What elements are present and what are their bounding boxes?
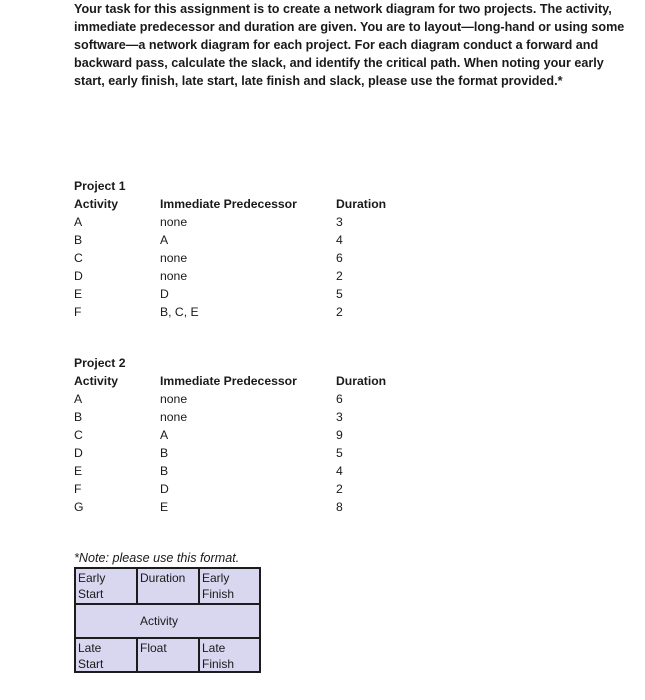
early-start-label-line2: Start — [78, 587, 104, 601]
table-row — [74, 303, 574, 321]
table-row — [74, 267, 574, 285]
activity-node-format — [74, 567, 261, 673]
duration-cell — [138, 569, 198, 586]
project-1-table — [74, 177, 574, 321]
activity-cell: A — [74, 215, 83, 229]
activity-cell: E — [74, 287, 83, 301]
duration-cell: 6 — [336, 251, 343, 265]
activity-cell: C — [74, 428, 83, 442]
activity-label: Activity — [140, 614, 179, 628]
table-row — [74, 426, 574, 444]
predecessor-cell: D — [160, 482, 169, 496]
table-row — [74, 444, 574, 462]
duration-cell: 6 — [336, 392, 343, 406]
project-2-table — [74, 354, 574, 516]
duration-cell: 3 — [336, 410, 343, 424]
predecessor-cell: B, C, E — [160, 305, 199, 319]
predecessor-cell: none — [160, 392, 188, 406]
predecessor-cell: none — [160, 269, 188, 283]
project-2-title: Project 2 — [74, 356, 126, 370]
duration-cell: 4 — [336, 464, 343, 478]
late-start-cell — [76, 639, 136, 672]
table-row — [74, 213, 574, 231]
table-row — [74, 231, 574, 249]
table-row — [74, 390, 574, 408]
late-finish-label-line2: Finish — [202, 657, 235, 671]
duration-header: Duration — [336, 374, 387, 388]
predecessor-header: Immediate Predecessor — [160, 374, 297, 388]
table-row — [74, 408, 574, 426]
early-finish-label-line2: Finish — [202, 587, 235, 601]
activity-cell: E — [74, 464, 83, 478]
activity-cell: B — [74, 410, 83, 424]
duration-cell: 4 — [336, 233, 343, 247]
early-start-cell — [76, 569, 136, 602]
activity-cell: B — [74, 233, 83, 247]
predecessor-header: Immediate Predecessor — [160, 197, 297, 211]
duration-cell: 8 — [336, 500, 343, 514]
predecessor-cell: A — [160, 428, 169, 442]
duration-cell: 9 — [336, 428, 343, 442]
activity-cell: A — [74, 392, 83, 406]
late-finish-cell — [200, 639, 259, 672]
predecessor-cell: A — [160, 233, 169, 247]
project-2-header-row — [74, 372, 574, 390]
early-finish-label-line1: Early — [202, 571, 230, 585]
duration-cell: 2 — [336, 305, 343, 319]
activity-cell: C — [74, 251, 83, 265]
activity-cell: D — [74, 269, 83, 283]
late-finish-label-line1: Late — [202, 641, 226, 655]
predecessor-cell: none — [160, 410, 188, 424]
duration-cell: 3 — [336, 215, 343, 229]
late-start-label-line1: Late — [78, 641, 102, 655]
table-row — [74, 462, 574, 480]
predecessor-cell: B — [160, 464, 169, 478]
early-start-label-line1: Early — [78, 571, 106, 585]
predecessor-cell: E — [160, 500, 169, 514]
duration-cell: 5 — [336, 446, 343, 460]
activity-header: Activity — [74, 197, 119, 211]
late-start-label-line2: Start — [78, 657, 104, 671]
activity-cell: D — [74, 446, 83, 460]
activity-cell: G — [74, 500, 84, 514]
table-row — [74, 249, 574, 267]
predecessor-cell: B — [160, 446, 169, 460]
assignment-instructions: Your task for this assignment is to create a network diagram for two projects. The activity, immediate predecessor and duration are given. You are to layout—long-hand or using some software—a network diagram for each project. For each diagram conduct a forward and backward pass, calculate the slack, and identify the critical path. When noting your early start, early finish, late start, late finish and slack, please use the format provided.* — [74, 2, 625, 88]
table-row — [74, 480, 574, 498]
activity-cell — [138, 605, 238, 637]
duration-header: Duration — [336, 197, 387, 211]
format-note: *Note: please use this format. — [74, 551, 240, 565]
project-1-header-row — [74, 195, 574, 213]
predecessor-cell: none — [160, 251, 188, 265]
table-row — [74, 285, 574, 303]
activity-cell: F — [74, 482, 82, 496]
predecessor-cell: D — [160, 287, 169, 301]
activity-cell: F — [74, 305, 82, 319]
duration-cell: 2 — [336, 482, 343, 496]
duration-label: Duration — [140, 571, 186, 585]
activity-header: Activity — [74, 374, 119, 388]
duration-cell: 2 — [336, 269, 343, 283]
float-cell — [138, 639, 198, 656]
early-finish-cell — [200, 569, 259, 602]
project-1-title: Project 1 — [74, 179, 126, 193]
predecessor-cell: none — [160, 215, 188, 229]
duration-cell: 5 — [336, 287, 343, 301]
table-row — [74, 498, 574, 516]
float-label: Float — [140, 641, 167, 655]
